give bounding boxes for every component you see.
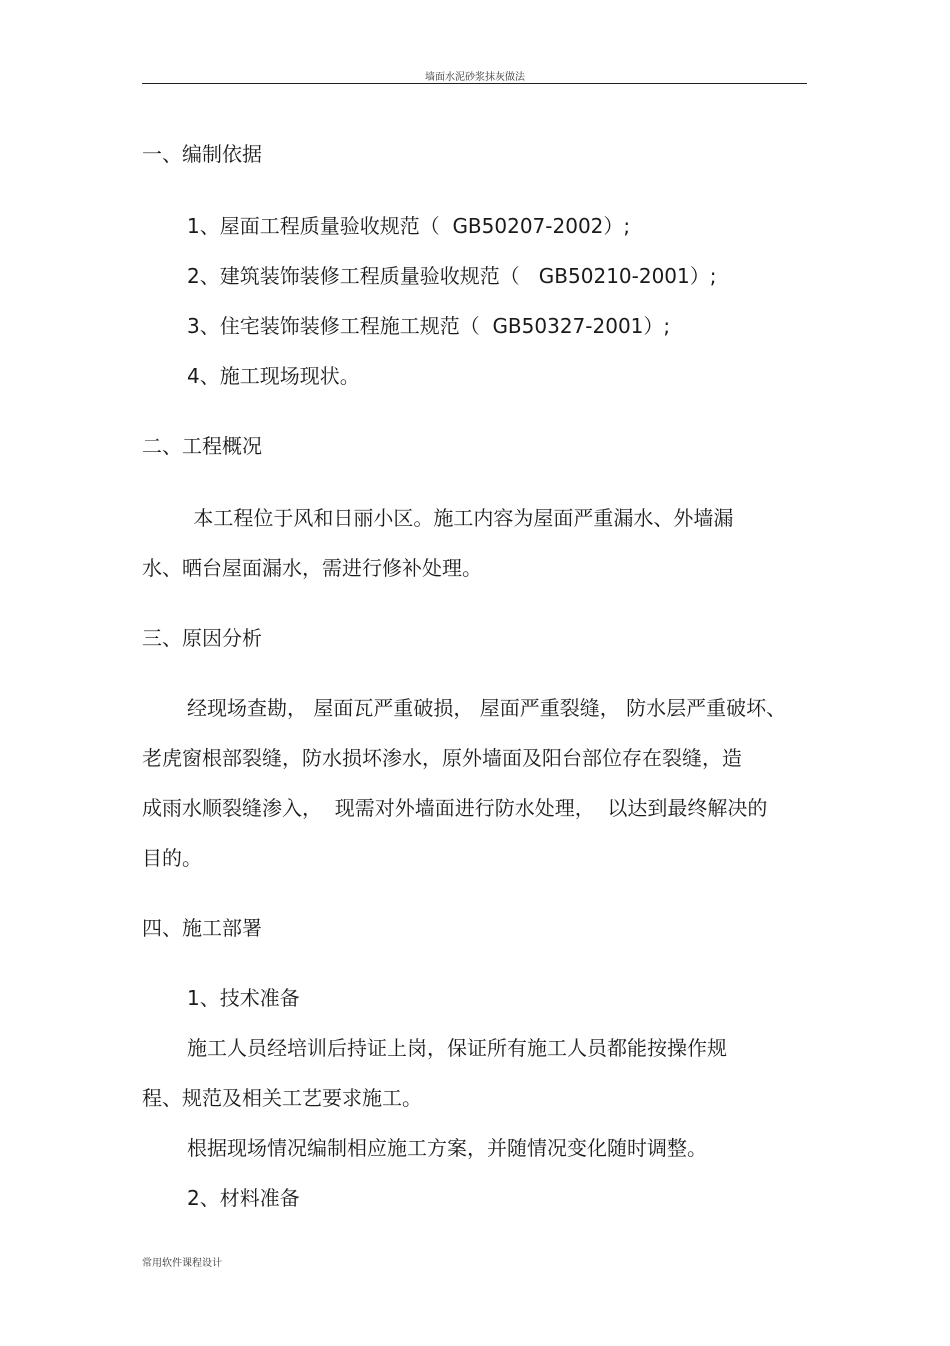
section-heading-1: 一、编制依据 bbox=[142, 142, 262, 166]
analysis-line-3: 成雨水顺裂缝渗入， 现需对外墙面进行防水处理， 以达到最终解决的 bbox=[142, 796, 768, 820]
analysis-line-4: 目的。 bbox=[142, 846, 202, 870]
page-footer: 常用软件课程设计 bbox=[142, 1258, 222, 1269]
reference-item-3: 3、住宅装饰装修工程施工规范（ GB50327-2001）; bbox=[187, 314, 671, 338]
section-heading-4: 四、施工部署 bbox=[142, 916, 262, 940]
analysis-line-2: 老虎窗根部裂缝，防水损坏渗水，原外墙面及阳台部位存在裂缝，造 bbox=[142, 746, 742, 770]
header-divider bbox=[142, 83, 807, 84]
section-heading-3: 三、原因分析 bbox=[142, 626, 262, 650]
overview-line-2: 水、晒台屋面漏水，需进行修补处理。 bbox=[142, 556, 482, 580]
technical-line-2: 程、规范及相关工艺要求施工。 bbox=[142, 1086, 422, 1110]
reference-item-1: 1、屋面工程质量验收规范（ GB50207-2002）; bbox=[187, 214, 631, 238]
subsection-material-prep: 2、材料准备 bbox=[187, 1186, 300, 1210]
technical-line-3: 根据现场情况编制相应施工方案，并随情况变化随时调整。 bbox=[187, 1136, 707, 1160]
analysis-line-1: 经现场查勘， 屋面瓦严重破损， 屋面严重裂缝， 防水层严重破坏、 bbox=[187, 696, 787, 720]
overview-line-1: 本工程位于风和日丽小区。施工内容为屋面严重漏水、外墙漏 bbox=[187, 506, 734, 530]
reference-item-2: 2、建筑装饰装修工程质量验收规范（ GB50210-2001）; bbox=[187, 264, 717, 288]
section-heading-2: 二、工程概况 bbox=[142, 434, 262, 458]
subsection-technical-prep: 1、技术准备 bbox=[187, 986, 300, 1010]
header-title: 墙面水泥砂浆抹灰做法 bbox=[425, 72, 525, 83]
technical-line-1: 施工人员经培训后持证上岗，保证所有施工人员都能按操作规 bbox=[187, 1036, 727, 1060]
reference-item-4: 4、施工现场现状。 bbox=[187, 364, 360, 388]
